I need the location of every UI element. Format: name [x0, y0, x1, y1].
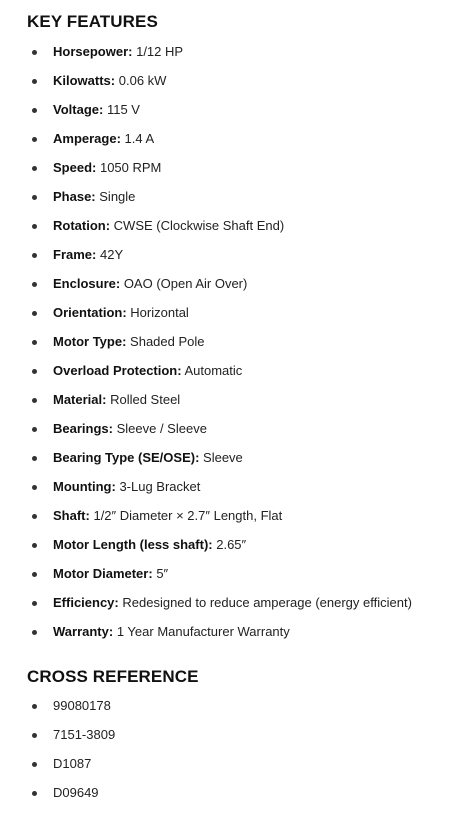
feature-label: Kilowatts: [53, 73, 116, 88]
feature-label: Phase: [53, 189, 96, 204]
bullet-icon [32, 733, 37, 738]
feature-item-voltage [0, 101, 460, 130]
bullet-icon [32, 704, 37, 709]
bullet-icon [32, 340, 37, 345]
bullet-icon [32, 311, 37, 316]
bullet-icon [32, 369, 37, 374]
feature-item-warranty [0, 623, 460, 652]
feature-label: Efficiency: [53, 595, 119, 610]
feature-value: OAO (Open Air Over) [123, 276, 248, 291]
feature-value: Single [99, 189, 136, 204]
feature-label: Bearings: [53, 421, 113, 436]
feature-value: 115 V [106, 102, 140, 117]
part-number: 99080178 [53, 698, 111, 713]
feature-item-orientation [0, 304, 460, 333]
feature-label: Rotation: [53, 218, 111, 233]
feature-item-frame [0, 246, 460, 275]
feature-item-motor-diameter [0, 565, 460, 594]
feature-value: Redesigned to reduce amperage (energy efficient) [122, 595, 412, 610]
bullet-icon [32, 398, 37, 403]
feature-value: 1/12 HP [136, 44, 184, 59]
cross-reference-item [0, 784, 460, 813]
bullet-icon [32, 514, 37, 519]
feature-label: Motor Type: [53, 334, 127, 349]
bullet-icon [32, 630, 37, 635]
feature-value: CWSE (Clockwise Shaft End) [113, 218, 285, 233]
feature-item-horsepower [0, 43, 460, 72]
feature-label: Enclosure: [53, 276, 121, 291]
feature-item-bearings [0, 420, 460, 449]
bullet-icon [32, 224, 37, 229]
feature-label: Overload Protection: [53, 363, 182, 378]
bullet-icon [32, 601, 37, 606]
feature-label: Shaft: [53, 508, 90, 523]
feature-value: 3-Lug Bracket [119, 479, 201, 494]
feature-item-motor-length [0, 536, 460, 565]
feature-item-material [0, 391, 460, 420]
bullet-icon [32, 253, 37, 258]
cross-reference-item [0, 755, 460, 784]
feature-label: Bearing Type (SE/OSE): [53, 450, 200, 465]
feature-value: Sleeve / Sleeve [116, 421, 207, 436]
feature-item-kilowatts [0, 72, 460, 101]
feature-label: Material: [53, 392, 107, 407]
bullet-icon [32, 456, 37, 461]
feature-value: 42Y [99, 247, 124, 262]
bullet-icon [32, 543, 37, 548]
part-number: 7151-3809 [53, 727, 116, 742]
feature-item-mounting [0, 478, 460, 507]
feature-value: Automatic [184, 363, 243, 378]
feature-value: 1/2″ Diameter × 2.7″ Length, Flat [93, 508, 283, 523]
feature-item-efficiency [0, 594, 460, 623]
feature-item-rotation [0, 217, 460, 246]
feature-value: 5″ [156, 566, 169, 581]
cross-reference-item [0, 697, 460, 726]
feature-label: Orientation: [53, 305, 127, 320]
feature-value: 2.65″ [216, 537, 247, 552]
bullet-icon [32, 791, 37, 796]
feature-value: Rolled Steel [110, 392, 181, 407]
part-number: D1087 [53, 756, 92, 771]
feature-value: 1050 RPM [99, 160, 162, 175]
feature-label: Amperage: [53, 131, 121, 146]
feature-item-phase [0, 188, 460, 217]
bullet-icon [32, 108, 37, 113]
bullet-icon [32, 50, 37, 55]
feature-item-speed [0, 159, 460, 188]
bullet-icon [32, 572, 37, 577]
feature-label: Motor Diameter: [53, 566, 153, 581]
feature-item-motor-type [0, 333, 460, 362]
bullet-icon [32, 137, 37, 142]
feature-label: Motor Length (less shaft): [53, 537, 213, 552]
bullet-icon [32, 427, 37, 432]
bullet-icon [32, 762, 37, 767]
bullet-icon [32, 79, 37, 84]
feature-value: 1.4 A [124, 131, 155, 146]
bullet-icon [32, 485, 37, 490]
feature-item-overload-protection [0, 362, 460, 391]
cross-reference-item [0, 726, 460, 755]
cross-reference-heading: CROSS REFERENCE [27, 667, 199, 686]
feature-item-amperage [0, 130, 460, 159]
feature-item-enclosure [0, 275, 460, 304]
feature-label: Warranty: [53, 624, 114, 639]
feature-value: 0.06 kW [118, 73, 167, 88]
feature-label: Speed: [53, 160, 97, 175]
part-number: D09649 [53, 785, 99, 800]
feature-item-shaft [0, 507, 460, 536]
cross-reference-list [0, 697, 460, 813]
feature-label: Horsepower: [53, 44, 133, 59]
feature-value: Shaded Pole [130, 334, 205, 349]
key-features-heading: KEY FEATURES [27, 12, 158, 31]
feature-label: Voltage: [53, 102, 104, 117]
feature-label: Mounting: [53, 479, 116, 494]
bullet-icon [32, 166, 37, 171]
feature-label: Frame: [53, 247, 97, 262]
feature-item-bearing-type [0, 449, 460, 478]
key-features-list [0, 43, 460, 652]
feature-value: Sleeve [203, 450, 243, 465]
bullet-icon [32, 195, 37, 200]
bullet-icon [32, 282, 37, 287]
feature-value: 1 Year Manufacturer Warranty [116, 624, 290, 639]
feature-value: Horizontal [130, 305, 189, 320]
